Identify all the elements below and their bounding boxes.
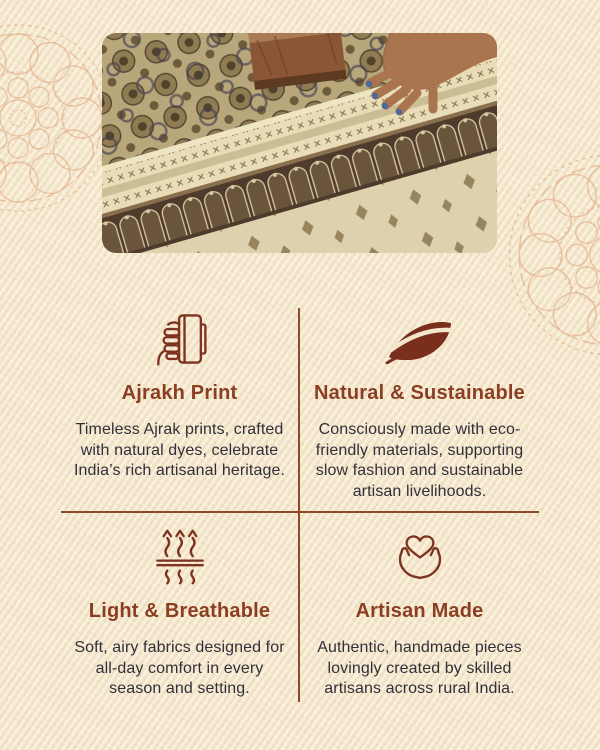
feature-card-natural-sustainable — [300, 308, 539, 513]
feature-description: Consciously made with eco-friendly materials, supporting slow fashion and sustainable artisan livelihoods. — [315, 421, 524, 500]
feature-title: Ajrakh Print — [121, 382, 238, 404]
block-stamp-icon — [151, 310, 209, 368]
leaf-icon — [384, 310, 456, 368]
features-grid — [61, 308, 539, 702]
feature-title: Light & Breathable — [88, 600, 271, 622]
feature-description: Authentic, handmade pieces lovingly created by skilled artisans across rural India. — [317, 639, 522, 697]
hero-image-block-printing — [102, 33, 497, 253]
feature-card-light-breathable — [61, 513, 300, 702]
feature-description: Soft, airy fabrics designed for all-day comfort in every season and setting. — [74, 639, 285, 697]
feature-description: Timeless Ajrak prints, crafted with natural dyes, celebrate India’s rich artisanal heritage. — [73, 421, 286, 479]
feature-card-artisan-made — [300, 513, 539, 702]
feature-title: Artisan Made — [355, 600, 484, 622]
block-printing-photo — [102, 33, 497, 253]
mandala-ornament-icon — [0, 18, 118, 218]
feature-card-ajrakh-print — [61, 308, 300, 513]
breathable-fabric-icon — [151, 528, 209, 586]
hands-heart-icon — [391, 528, 449, 586]
feature-title: Natural & Sustainable — [314, 382, 525, 404]
